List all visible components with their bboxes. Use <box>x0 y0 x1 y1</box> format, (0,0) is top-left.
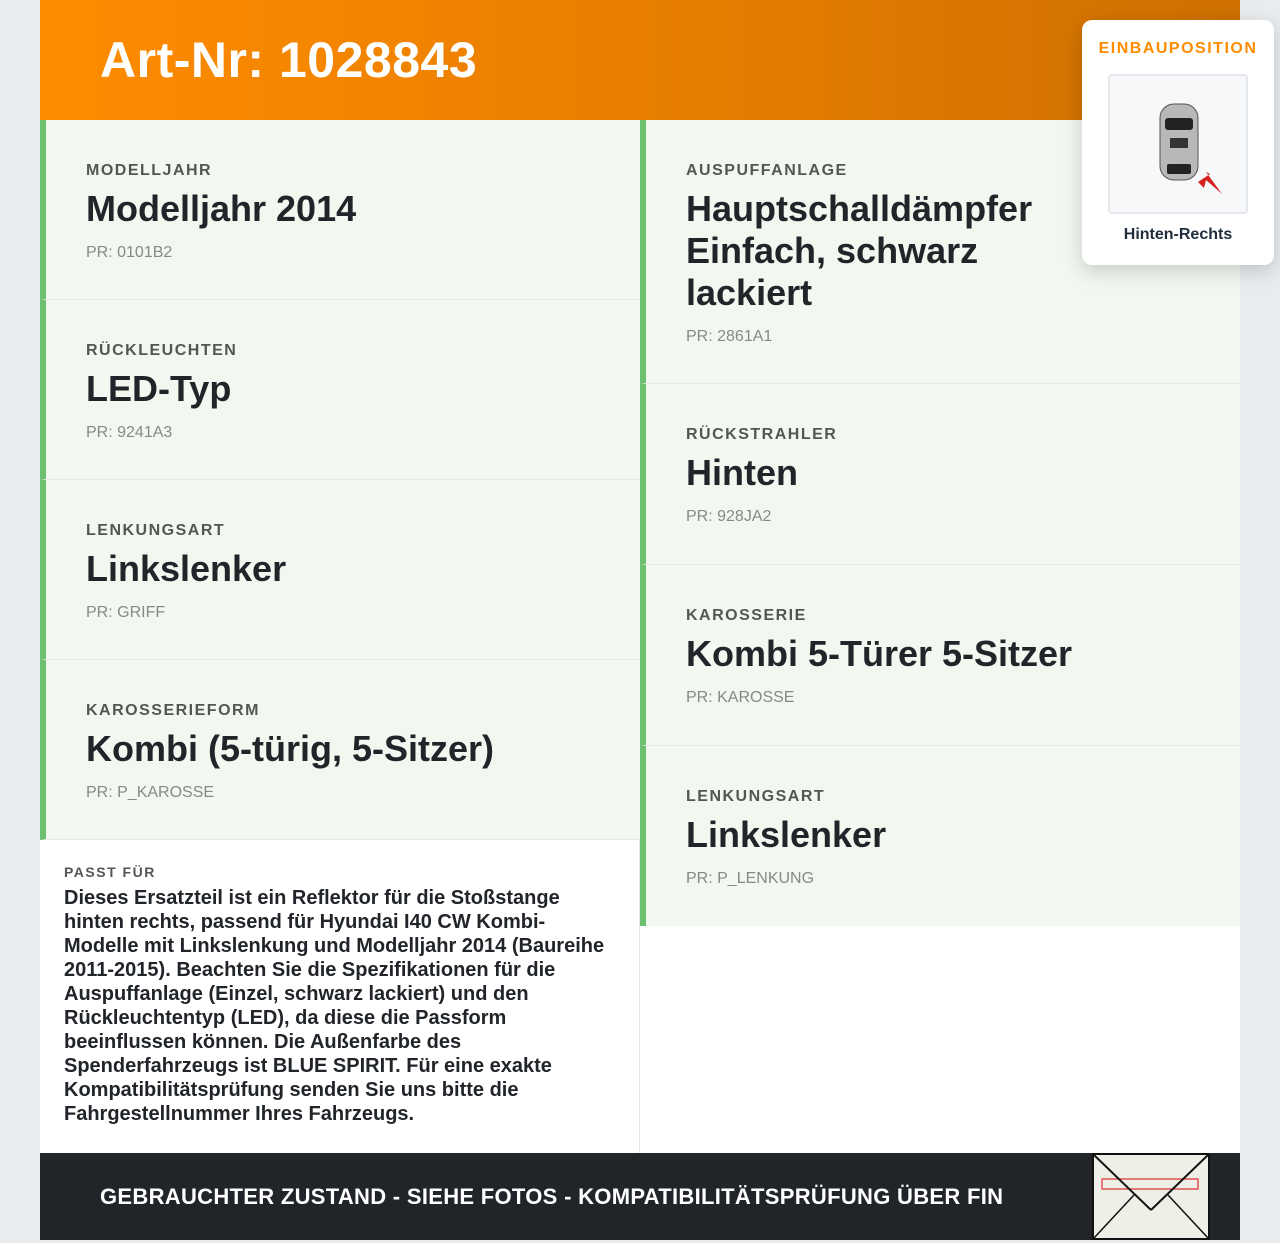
spec-card <box>40 120 640 300</box>
spec-label: KAROSSERIEFORM <box>86 702 260 719</box>
spec-card <box>640 384 1240 565</box>
spec-label: AUSPUFFANLAGE <box>686 162 848 179</box>
mounting-position-caption: Hinten-Rechts <box>1123 226 1233 243</box>
spec-pr: PR: 9241A3 <box>86 424 173 441</box>
mounting-position-title: EINBAUPOSITION <box>1098 40 1258 57</box>
spec-value: LED-Typ <box>86 368 232 409</box>
spec-value: Hauptschalldämpfer Einfach, schwarz lackiert <box>686 188 1033 313</box>
spec-value: Linkslenker <box>686 814 887 855</box>
article-number: Art-Nr: 1028843 <box>100 32 478 88</box>
fits-section <box>40 840 640 1153</box>
vin-envelope-icon <box>1092 1153 1210 1240</box>
spec-pr: PR: P_LENKUNG <box>686 870 815 887</box>
spec-value: Linkslenker <box>86 548 287 589</box>
spec-value: Kombi 5-Türer 5-Sitzer <box>686 633 1073 674</box>
page <box>40 0 1240 1240</box>
spec-card <box>40 300 640 480</box>
spec-pr: PR: 0101B2 <box>86 244 173 261</box>
footer <box>40 1153 1240 1240</box>
spec-card <box>40 660 640 840</box>
spec-label: RÜCKSTRAHLER <box>686 426 838 443</box>
spec-card <box>640 746 1240 926</box>
spec-card <box>40 480 640 660</box>
spec-pr: PR: 2861A1 <box>686 328 773 345</box>
spec-label: MODELLJAHR <box>86 162 213 179</box>
car-top-view-icon <box>1110 76 1246 212</box>
spec-value: Modelljahr 2014 <box>86 188 357 229</box>
spec-value: Hinten <box>686 452 798 493</box>
fits-text: Dieses Ersatzteil ist ein Reflektor für die Stoßstange hinten rechts, passend für Hyundai I40 CW Kombi-Modelle mit Linkslenkung und Modelljahr 2014 (Baureihe 2011-2015). Beachten Sie die Spezifikationen für die Auspuffanlage (Einzel, schwarz lackiert) und den Rückleuchtentyp (LED), da diese die Passform beeinflussen können. Die Außenfarbe des Spenderfahrzeugs ist BLUE SPIRIT. Für eine exakte Kompatibilitätsprüfung senden Sie uns bitte die Fahrgestellnummer Ihres Fahrzeugs. <box>64 887 605 1125</box>
spec-value: Kombi (5-türig, 5-Sitzer) <box>86 728 495 769</box>
mounting-position-card <box>1082 20 1274 265</box>
arrow-icon <box>1198 172 1222 194</box>
spec-card <box>640 565 1240 746</box>
spec-label: LENKUNGSART <box>86 522 226 539</box>
spec-pr: PR: KAROSSE <box>686 689 795 706</box>
spec-label: RÜCKLEUCHTEN <box>86 342 238 359</box>
footer-text: GEBRAUCHTER ZUSTAND - SIEHE FOTOS - KOMPATIBILITÄTSPRÜFUNG ÜBER FIN <box>100 1183 1004 1209</box>
spec-pr: PR: 928JA2 <box>686 508 772 525</box>
car-position-image <box>1108 74 1248 214</box>
spec-pr: PR: P_KAROSSE <box>86 784 215 801</box>
spec-pr: PR: GRIFF <box>86 604 166 621</box>
header <box>40 0 1240 120</box>
fits-label: PASST FÜR <box>64 864 156 880</box>
spec-label: KAROSSERIE <box>686 607 807 624</box>
spec-label: LENKUNGSART <box>686 788 826 805</box>
